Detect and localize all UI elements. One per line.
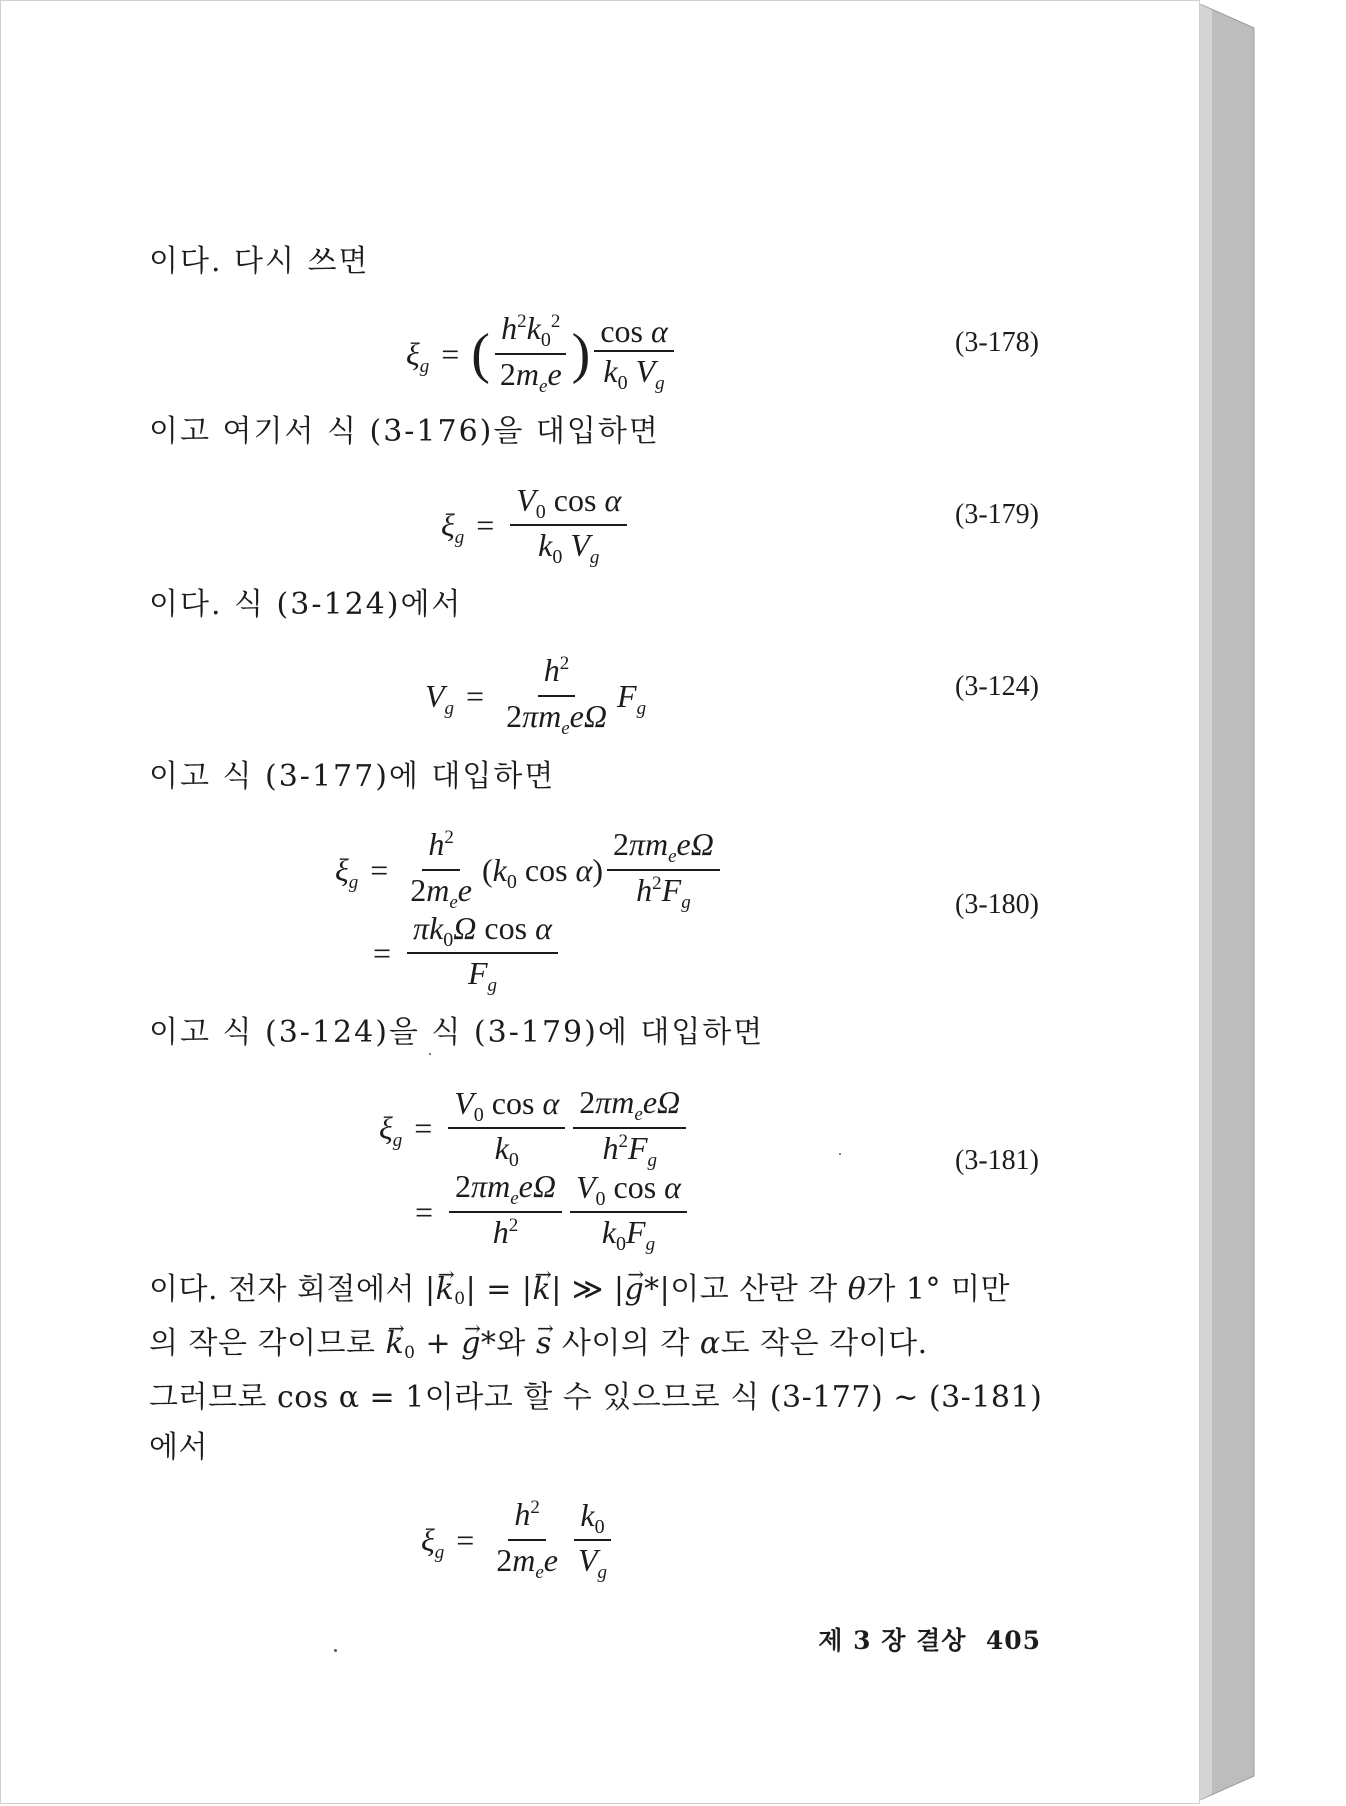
paragraph-6-line-4: 에서 [149, 1430, 208, 1465]
equation-number-3-178: (3-178) [955, 327, 1039, 358]
paragraph-1: 이다. 다시 쓰면 [149, 244, 370, 279]
g-vector-2: → g [461, 1319, 481, 1369]
page-number: 405 [985, 1626, 1041, 1655]
equation-3-181-line-1: $\xi_g$ = $\frac{V_0 \cos \alpha}{k_0}$ $\frac{2\pi m_ee\Omega}{h^2F_g}$ [379, 1085, 690, 1171]
paragraph-6-line-3: 그러므로 cos α = 1이라고 할 수 있으므로 식 (3-177) ~ (3-181) [149, 1380, 1043, 1415]
alpha-symbol: α [699, 1326, 721, 1361]
page-footer [811, 1621, 1041, 1657]
paragraph-4: 이고 식 (3-177)에 대입하면 [149, 759, 556, 794]
paragraph-3: 이다. 식 (3-124)에서 [149, 587, 463, 622]
equation-3-180-line-2: = $\frac{\pi k_0\Omega \cos \alpha}{F_g}$ [373, 911, 562, 996]
equation-3-179: $\xi_g$ = $\frac{V_0 \cos \alpha}{k_0 V_g}$ [441, 483, 631, 568]
equation-3-124: $V_g$ = $\frac{h^2}{2\pi m_ee\Omega}$ $F_g$ [425, 652, 647, 739]
equation-number-3-179: (3-179) [955, 499, 1039, 530]
paragraph-6 [149, 1265, 1043, 1473]
paragraph-6-line-1: 이다. 전자 회절에서 |→ k0| = |→ k| ≫ |→ g*|이고 산란 각 θ가 1° 미만 [149, 1265, 1037, 1319]
paragraph-6-line-2: 의 작은 각이므로 → k0 + → g*와 → s 사이의 각 α도 작은 각이다. [149, 1319, 1037, 1373]
theta-symbol: θ [847, 1272, 867, 1307]
equation-3-178: $\xi_g$ = ( $\frac{h^2k_0^2}{2m_ee}$ ) $\frac{\text{cos α}}{k_0 V_g}$ [406, 311, 678, 397]
equation-3-181-line-2: = $\frac{2\pi m_ee\Omega}{h^2}$ $\frac{V_0 \cos \alpha}{k_0F_g}$ [415, 1169, 691, 1255]
scan-speck [429, 1053, 431, 1055]
scan-speck [839, 1153, 841, 1155]
equation-number-3-180: (3-180) [955, 889, 1039, 920]
equation-number-3-124: (3-124) [955, 671, 1039, 702]
scan-speck [334, 1649, 337, 1652]
k0-vector-2: → k [385, 1319, 404, 1369]
k-vector: → k [533, 1265, 552, 1315]
equation-3-180-line-1: $\xi_g$ = $\frac{h^2}{2m_ee}$ ( $k_0$ cos α ) $\frac{2\pi m_ee\Omega}{h^2F_g}$ [335, 827, 724, 913]
equation-final: $\xi_g$ = $\frac{h^2}{2m_ee}$ $\frac{k_0}{V_g}$ [421, 1497, 617, 1583]
s-vector: → s [536, 1319, 552, 1369]
g-vector: → g [624, 1265, 644, 1315]
paragraph-5: 이고 식 (3-124)을 식 (3-179)에 대입하면 [149, 1015, 765, 1050]
k0-vector: → k [436, 1265, 455, 1315]
page-edge-shadow [1200, 4, 1256, 1800]
chapter-title: 제 3 장 결상 [818, 1626, 967, 1655]
equation-number-3-181: (3-181) [955, 1145, 1039, 1176]
paragraph-2: 이고 여기서 식 (3-176)을 대입하면 [149, 414, 660, 449]
